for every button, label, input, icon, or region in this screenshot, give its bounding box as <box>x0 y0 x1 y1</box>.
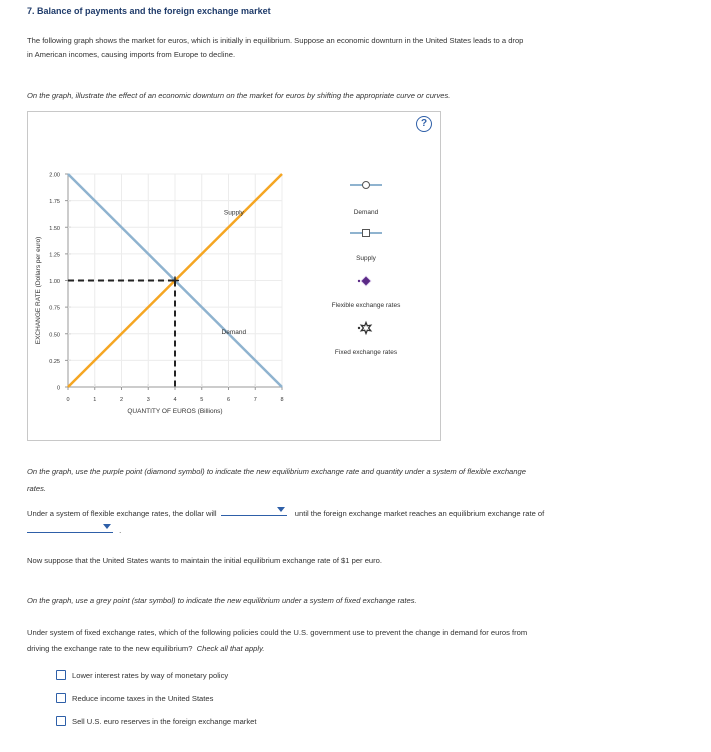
option-label: Reduce income taxes in the United States <box>72 693 214 703</box>
palette-label-flexible: Flexible exchange rates <box>331 302 401 309</box>
x-tick-label: 1 <box>93 397 97 403</box>
palette-label-fixed: Fixed exchange rates <box>334 349 398 356</box>
palette-label-supply: Supply <box>356 255 376 262</box>
intro-text-line-1: The following graph shows the market for euros, which is initially in equilibrium. Suppose an economic downturn in the United States leads to a drop <box>27 36 524 45</box>
flex-sentence-row-2 <box>27 522 667 539</box>
y-tick-label: 1.00 <box>49 279 60 285</box>
y-tick-label: 0 <box>56 385 60 392</box>
demand-line-icon[interactable] <box>350 182 382 189</box>
option-sell-euro-reserves[interactable] <box>56 716 256 726</box>
supply-line-icon[interactable] <box>350 230 382 237</box>
graph-instruction: On the graph, illustrate the effect of an economic downturn on the market for euros by shifting the appropriate curve or curves. <box>27 91 451 100</box>
policy-question-line-2 <box>27 641 667 657</box>
y-tick-label: 1.75 <box>49 199 60 206</box>
x-tick-label: 0 <box>66 397 70 403</box>
flex-sentence-end: until the foreign exchange market reaches an equilibrium exchange rate of <box>294 509 545 518</box>
y-tick-label: 2.00 <box>49 172 60 179</box>
policy-question-line-1: Under system of fixed exchange rates, which of the following policies could the U.S. government use to prevent the change in demand for euros from <box>27 628 528 637</box>
x-tick-label: 7 <box>253 397 257 403</box>
star-instruction: On the graph, use a grey point (star symbol) to indicate the new equilibrium under a system of fixed exchange rates. <box>27 596 417 605</box>
exchange-rate-dropdown[interactable] <box>27 522 113 533</box>
option-lower-interest-rates[interactable] <box>56 670 228 680</box>
y-tick-label: 0.50 <box>49 332 60 339</box>
diamond-instruction-line-1: On the graph, use the purple point (diamond symbol) to indicate the new equilibrium exchange rate and quantity under a system of flexible exchange <box>27 467 526 476</box>
demand-curve-label: Demand <box>221 328 247 336</box>
diamond-shape <box>361 276 371 286</box>
flex-sentence-row <box>27 505 667 522</box>
checkbox[interactable] <box>56 693 66 703</box>
x-axis-title: QUANTITY OF EUROS (Billions) <box>127 408 223 415</box>
chevron-down-icon <box>277 507 285 512</box>
checkbox[interactable] <box>56 670 66 680</box>
option-label: Lower interest rates by way of monetary policy <box>72 670 229 680</box>
intro-text-line-2: in American incomes, causing imports from Europe to decline. <box>27 50 236 59</box>
chevron-down-icon <box>103 524 111 529</box>
palette-label-demand: Demand <box>353 209 379 216</box>
y-tick-label: 0.75 <box>49 305 60 312</box>
y-tick-label: 0.25 <box>49 358 60 365</box>
grey-star-icon[interactable] <box>358 323 371 334</box>
flex-sentence-start: Under a system of flexible exchange rates, the dollar will <box>27 509 217 518</box>
y-axis-title: EXCHANGE RATE (Dollars per euro) <box>35 236 42 345</box>
euro-market-graph[interactable] <box>28 112 440 440</box>
dollar-direction-dropdown[interactable] <box>221 505 287 516</box>
policy-question-text: driving the exchange rate to the new equilibrium? <box>27 644 193 653</box>
sentence-period: . <box>119 526 122 535</box>
check-all-hint: Check all that apply. <box>196 644 265 653</box>
supply-handle <box>363 230 370 237</box>
purple-diamond-icon[interactable] <box>358 276 371 286</box>
x-tick-label: 2 <box>119 397 124 403</box>
x-tick-label: 3 <box>146 397 150 403</box>
x-tick-label: 8 <box>280 397 284 403</box>
option-label: Sell U.S. euro reserves in the foreign exchange market <box>72 716 257 726</box>
option-reduce-income-taxes[interactable] <box>56 693 213 703</box>
diamond-dot <box>358 280 360 282</box>
demand-handle <box>363 182 370 189</box>
checkbox[interactable] <box>56 716 66 726</box>
x-tick-label: 6 <box>226 397 231 403</box>
star-shape <box>361 323 371 334</box>
star-dot <box>358 327 360 329</box>
y-tick-label: 1.25 <box>49 252 60 259</box>
help-icon[interactable]: ? <box>416 116 432 132</box>
y-tick-label: 1.50 <box>49 225 60 232</box>
fixed-rate-intro: Now suppose that the United States wants to maintain the initial equilibrium exchange rate of $1 per euro. <box>27 556 383 565</box>
tool-palette <box>332 182 401 357</box>
x-tick-label: 5 <box>200 397 204 403</box>
x-tick-label: 4 <box>173 397 177 403</box>
graph-panel <box>27 111 441 441</box>
question-title: 7. Balance of payments and the foreign exchange market <box>27 6 271 16</box>
supply-curve-label: Supply <box>223 209 244 217</box>
diamond-instruction-line-2: rates. <box>27 484 46 493</box>
